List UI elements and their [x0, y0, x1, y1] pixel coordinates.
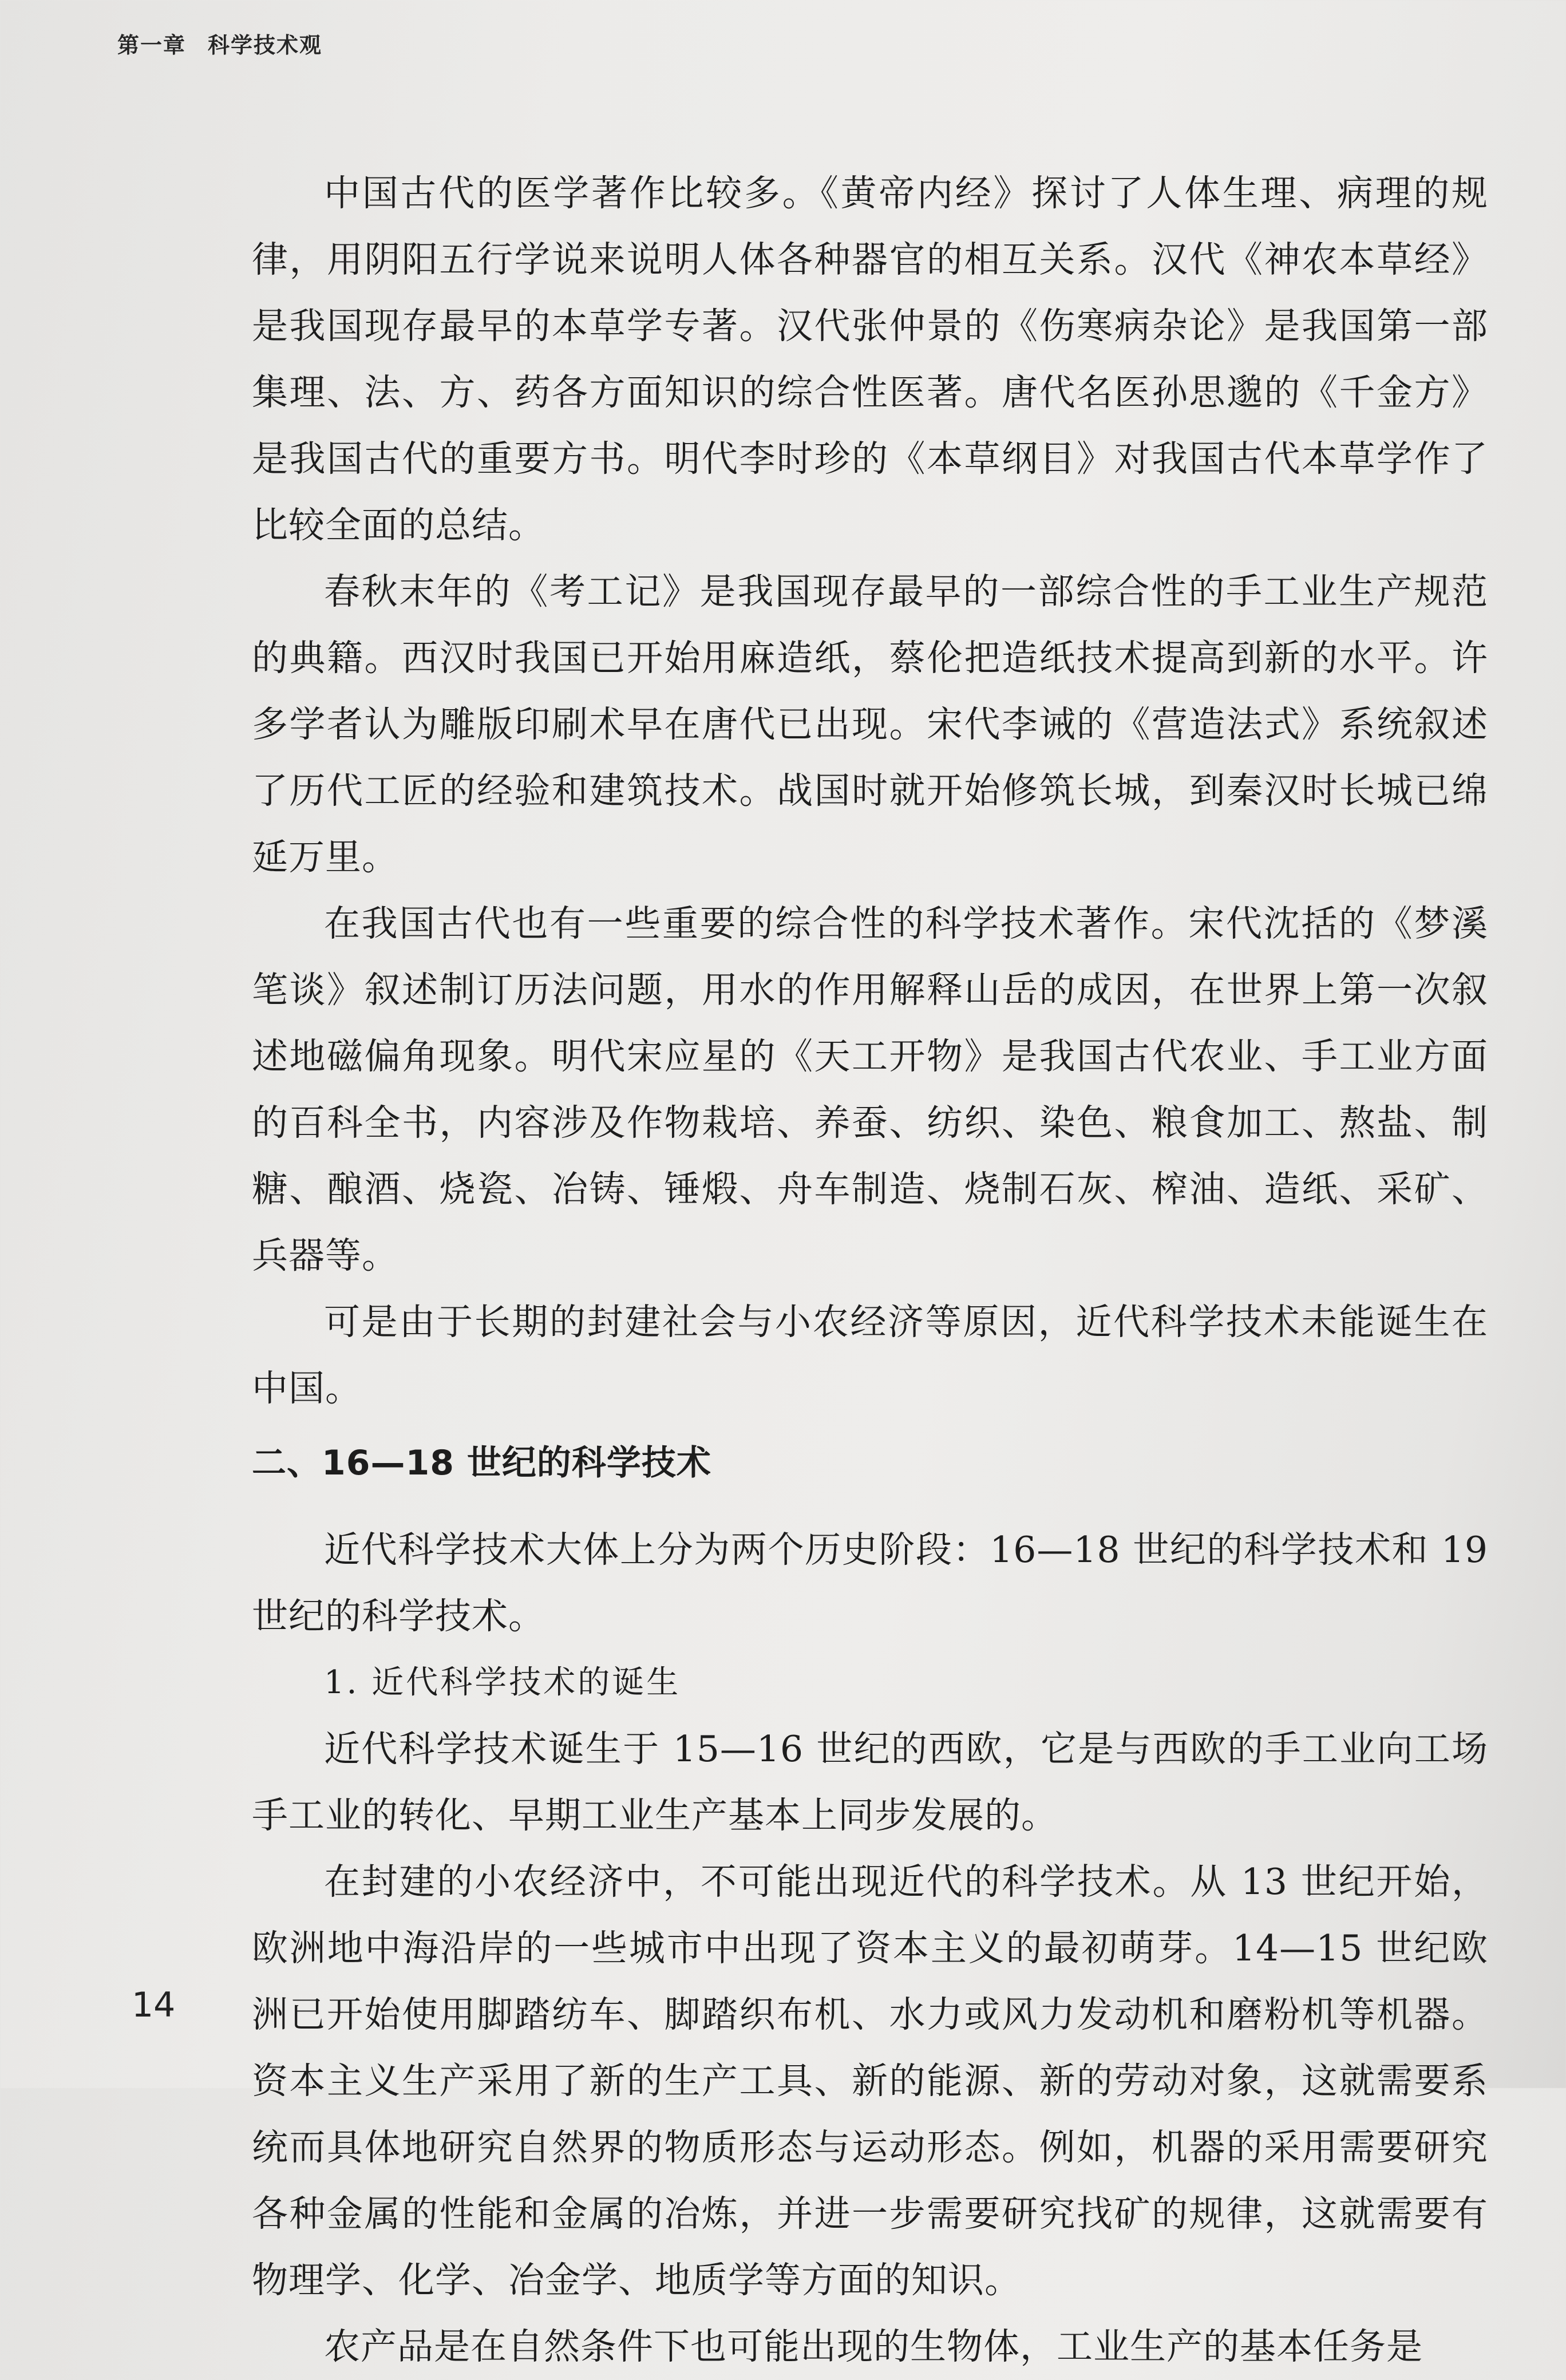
chapter-title: 科学技术观 — [208, 33, 323, 58]
subsection-heading: 1. 近代科学技术的诞生 — [324, 1664, 681, 1701]
page-body — [252, 160, 1488, 2380]
paragraph: 在封建的小农经济中，不可能出现近代的科学技术。从 13 世纪开始，欧洲地中海沿岸的一些城市中出现了资本主义的最初萌芽。14—15 世纪欧洲已开始使用脚踏纺车、脚踏织布机、水力或风力发动机和磨粉机等机器。资本主义生产采用了新的生产工具、新的能源、新的劳动对象，这就需要系统而具体地研究自然界的物质形态与运动形态。例如，机器的采用需要研究各种金属的性能和金属的冶炼，并进一步需要研究找矿的规律，这就需要有物理学、化学、冶金学、地质学等方面的知识。 — [252, 1861, 1488, 2301]
paragraph: 可是由于长期的封建社会与小农经济等原因，近代科学技术未能诞生在中国。 — [252, 1301, 1488, 1409]
running-header — [117, 27, 322, 59]
chapter-label: 第一章 — [117, 33, 187, 58]
paragraph: 农产品是在自然条件下也可能出现的生物体，工业生产的基本任务是 — [324, 2326, 1423, 2367]
paragraph: 近代科学技术诞生于 15—16 世纪的西欧，它是与西欧的手工业向工场手工业的转化、早期工业生产基本上同步发展的。 — [252, 1728, 1488, 1836]
section-intro: 近代科学技术大体上分为两个历史阶段：16—18 世纪的科学技术和 19 世纪的科学技术。 — [252, 1529, 1488, 1637]
paragraph: 中国古代的医学著作比较多。《黄帝内经》探讨了人体生理、病理的规律，用阴阳五行学说来说明人体各种器官的相互关系。汉代《神农本草经》是我国现存最早的本草学专著。汉代张仲景的《伤寒病杂论》是我国第一部集理、法、方、药各方面知识的综合性医著。唐代名医孙思邈的《千金方》是我国古代的重要方书。明代李时珍的《本草纲目》对我国古代本草学作了比较全面的总结。 — [252, 172, 1488, 546]
section-heading: 二、16—18 世纪的科学技术 — [252, 1443, 711, 1483]
paragraph: 在我国古代也有一些重要的综合性的科学技术著作。宋代沈括的《梦溪笔谈》叙述制订历法问题，用水的作用解释山岳的成因，在世界上第一次叙述地磁偏角现象。明代宋应星的《天工开物》是我国古代农业、手工业方面的百科全书，内容涉及作物栽培、养蚕、纺织、染色、粮食加工、熬盐、制糖、酿酒、烧瓷、冶铸、锤煅、舟车制造、烧制石灰、榨油、造纸、采矿、兵器等。 — [252, 903, 1488, 1276]
page-number: 14 — [132, 1985, 176, 2025]
paragraph: 春秋末年的《考工记》是我国现存最早的一部综合性的手工业生产规范的典籍。西汉时我国已开始用麻造纸，蔡伦把造纸技术提高到新的水平。许多学者认为雕版印刷术早在唐代已出现。宋代李诫的《营造法式》系统叙述了历代工匠的经验和建筑技术。战国时就开始修筑长城，到秦汉时长城已绵延万里。 — [252, 571, 1488, 878]
